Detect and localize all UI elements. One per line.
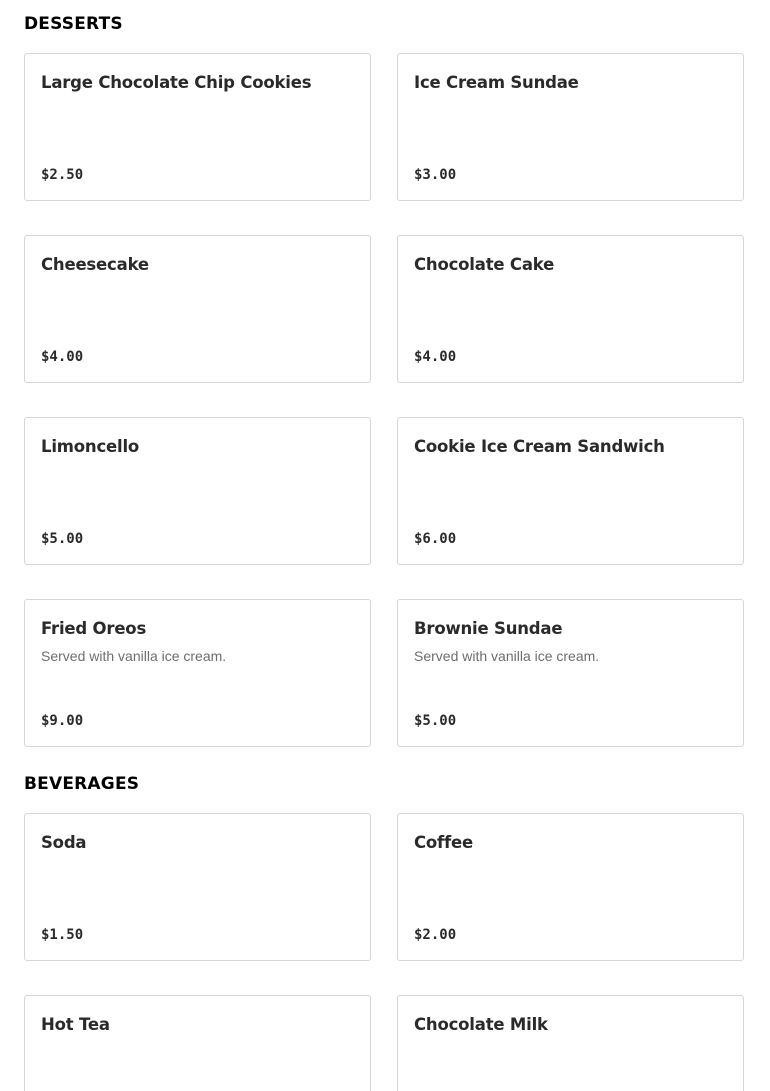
menu-item-price: $5.00 (41, 531, 84, 547)
menu-item-name: Fried Oreos (41, 619, 147, 638)
menu-item-name: Cheesecake (41, 255, 149, 274)
menu-item-card[interactable] (397, 53, 744, 201)
menu-item-name: Limoncello (41, 437, 140, 456)
menu-item-name: Hot Tea (41, 1015, 110, 1034)
menu-item-price: $2.50 (41, 167, 84, 183)
menu-item-price: $6.00 (414, 531, 457, 547)
menu-item-card[interactable] (397, 599, 744, 747)
menu-item-price: $3.00 (414, 167, 457, 183)
menu-item-price: $9.00 (41, 713, 84, 729)
menu-item-price: $2.00 (414, 927, 457, 943)
menu-item-name: Large Chocolate Chip Cookies (41, 73, 312, 92)
section-title-beverages: BEVERAGES (24, 774, 140, 794)
menu-item-description: Served with vanilla ice cream. (414, 648, 600, 664)
menu-item-price: $1.50 (41, 927, 84, 943)
menu-item-card[interactable] (24, 53, 371, 201)
menu-item-price: $4.00 (41, 349, 84, 365)
menu-item-card[interactable] (397, 813, 744, 961)
menu-item-price: $4.00 (414, 349, 457, 365)
menu-item-name: Chocolate Milk (414, 1015, 548, 1034)
menu-item-price: $5.00 (414, 713, 457, 729)
menu-item-card[interactable] (397, 417, 744, 565)
menu-item-name: Ice Cream Sundae (414, 73, 579, 92)
section-title-desserts: DESSERTS (24, 14, 123, 34)
menu-item-name: Cookie Ice Cream Sandwich (414, 437, 665, 456)
menu-item-card[interactable] (24, 813, 371, 961)
menu-item-card[interactable] (24, 995, 371, 1091)
menu-item-name: Chocolate Cake (414, 255, 555, 274)
menu-item-card[interactable] (24, 235, 371, 383)
menu-item-card[interactable] (397, 995, 744, 1091)
menu-item-card[interactable] (24, 417, 371, 565)
menu-item-name: Coffee (414, 833, 473, 852)
menu-item-card[interactable] (397, 235, 744, 383)
menu-item-description: Served with vanilla ice cream. (41, 648, 227, 664)
menu-item-card[interactable] (24, 599, 371, 747)
menu-item-name: Brownie Sundae (414, 619, 563, 638)
menu-item-name: Soda (41, 833, 87, 852)
